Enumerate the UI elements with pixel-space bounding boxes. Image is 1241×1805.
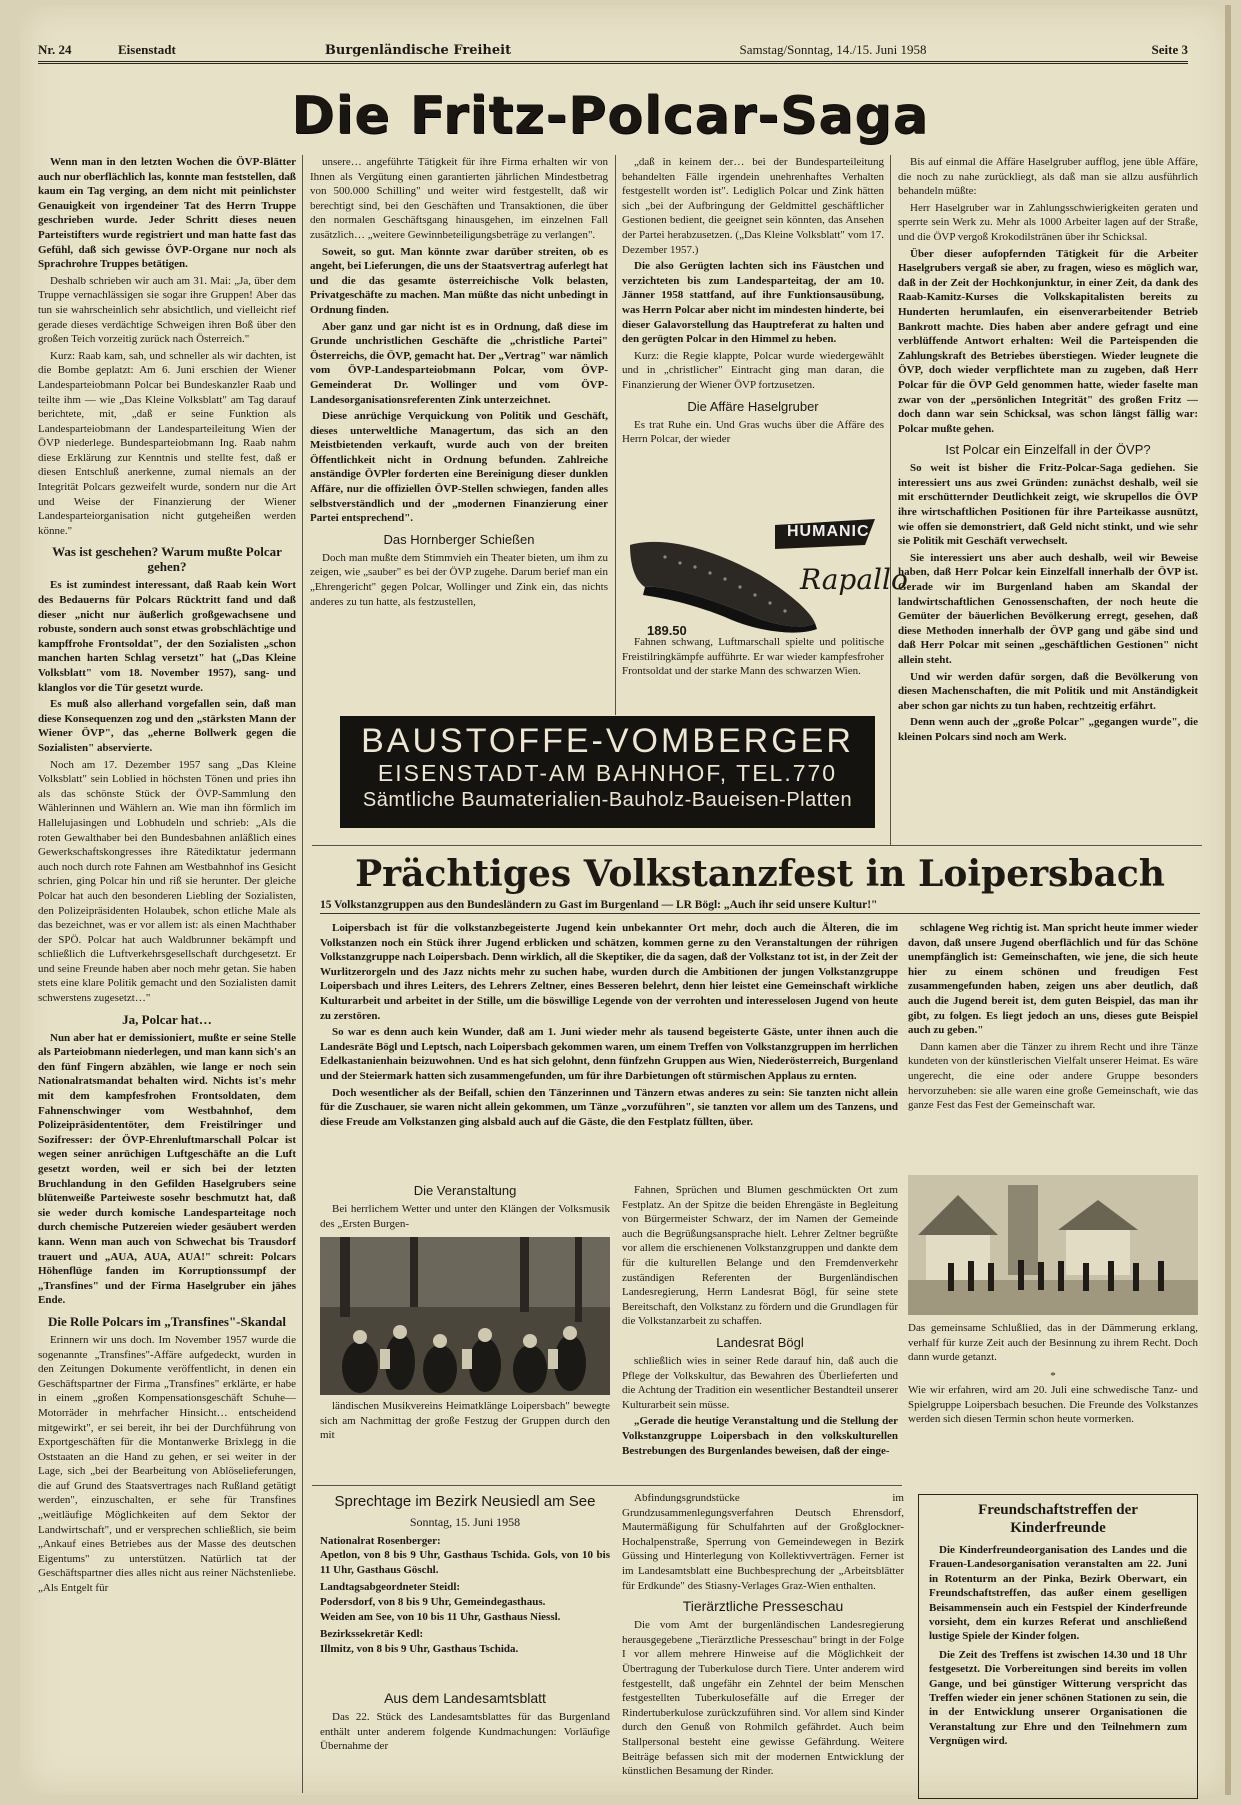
section-rule (312, 845, 1202, 846)
paragraph: Die also Gerügten lachten sich ins Fäustchen und verzichteten bis zum Landesparteitag, der am 10. Jänner 1958 stattfand, auf ihre Funktionsausübung, was Herrn Polcar aber nicht im mindesten hinderte, bei dieser Galavorstellung das Hauptreferat zu halten und den gerügten Polcar in den Himmel zu heben. (622, 260, 884, 346)
paragraph: Wenn man in den letzten Wochen die ÖVP-Blätter auch nur oberflächlich las, konnte man feststellen, daß kaum ein Tag verging, an dem nicht mit peinlichster Genauigkeit von irgendeiner Tat des Herrn Truppe geschrieben wurde. Jeder Schritt dieses neuen Parteistifters wurde registriert und man hatte fast das Gefühl, daß sich gewisse ÖVP-Organe nur noch als Sprachrohre Truppes betätigen. (38, 156, 296, 271)
subheading: Was ist geschehen? Warum mußte Polcar gehen? (52, 544, 282, 575)
article-column-3 (622, 155, 884, 500)
humanic-price: 189.50 (647, 623, 687, 638)
sprechtage-line: Apetlon, von 8 bis 9 Uhr, Gasthaus Tschida. Gols, von 10 bis 11 Uhr, Gasthaus Göschl. (320, 1549, 610, 1576)
paragraph: Herr Haselgruber war in Zahlungsschwierigkeiten geraten und sperrte sein Werk zu. Mehr als 1000 Arbeiter lagen auf der Straße, und die ÖVP vergoß Krokodilstränen über ihr Schicksal. (898, 201, 1198, 243)
paragraph: „daß in keinem der… bei der Bundesparteileitung behandelten Fälle irgendein unehrenhaftes Verhalten festgestellt worden ist". Lediglich Polcar und Zink hätten sich „bei der Aufbringung der Geldmittel geschäftlicher Gestionen bedient, die geeignet sein könnten, das Ansehen der Partei herabzusetzen. („Das Kleine Volksblatt" vom 17. Dezember 1957.) (622, 156, 884, 256)
subheading: Die Affäre Haselgruber (687, 398, 819, 414)
sprechtage-title: Sprechtage im Bezirk Neusiedl am See (334, 1493, 596, 1510)
paragraph: So war es denn auch kein Wunder, daß am 1. Juni wieder mehr als tausend begeisterte Gäste, unter ihnen auch die Landesräte Bögl und Leptsch, nach Loipersbach gekommen waren, um einem Treffen von Volkstanzgruppen im herrlichen Edelkastanienhain beizuwohnen. Und es hat sich gelohnt, denn fünfzehn Gruppen aus Wien, Niederösterreich, Burgenland und der Steiermark hatten sich zusammengefunden, um für ihre Darbietungen oft stürmischen Applaus zu ernten. (320, 1026, 898, 1082)
paragraph: Die Kinderfreundeorganisation des Landes und die Frauen-Landesorganisation veranstalten am 22. Juni in Rotenturm an der Pinka, Bezirk Oberwart, ein Freundschaftstreffen, das außer einem geselligen Beisammensein auch ein Festspiel der Kinderfreunde vorsieht, dem ein kurzes Referat und anschließend lustige Spiele der Kinder folgen. (929, 1544, 1187, 1643)
newspaper-page (20, 5, 1231, 1795)
paragraph: Und wir werden dafür sorgen, daß die Bevölkerung von diesen Machenschaften, die mit Politik und mit Anständigkeit aber schon gar nichts zu tun haben, rechtzeitig erfährt. (898, 670, 1198, 712)
presseschau-column (622, 1491, 904, 1793)
subheading: Das Hornberger Schießen (383, 531, 535, 547)
separator-star: * (1050, 1370, 1056, 1382)
main-headline: Die Fritz-Polcar-Saga (291, 86, 929, 146)
paragraph: Deshalb schrieben wir auch am 31. Mai: „Ja, über dem Truppe vernachlässigen sie sogar ihre Gruppen! Aber das tun sie wahrscheinlich sehr absichtlich, und vielleicht rief gerade dieses verdächtige Schweigen ihren Boß über den großen Teich vorzeitig zurück nach Österreich." (38, 274, 296, 346)
paragraph: Doch wesentlicher als der Beifall, schien den Tänzerinnen und Tänzern etwas anderes zu sein: Sie tanzten nicht allein für die Zuschauer, sie waren nicht allein gekommen, um Tänze „vorzuführen", sie tanzten vor allem um des Tanzens, und diese Freude am Volkstanzen ging alsbald auch auf die Gäste, die den Festplatz füllten, über. (320, 1086, 898, 1128)
landesamtsblatt (320, 1685, 610, 1793)
loipersbach-subtitle: 15 Volkstanzgruppen aus den Bundesländern zu Gast im Burgenland — LR Bögl: „Auch ihr seid unsere Kultur!" (320, 899, 1200, 914)
subheading: Landesrat Bögl (716, 1334, 804, 1350)
paper-name: Burgenländische Freiheit (324, 42, 512, 58)
paragraph: Bei herrlichem Wetter und unter den Klängen der Volksmusik des „Ersten Burgen- (320, 1203, 610, 1230)
humanic-model: Rapallo (800, 563, 908, 596)
loipersbach-lead (320, 921, 898, 1179)
village-procession-icon (908, 1175, 1198, 1315)
page-edge (1225, 5, 1231, 1795)
crowd-photo-icon (320, 1237, 610, 1395)
paragraph: Dann kamen aber die Tänzer zu ihrem Recht und ihre Tänze kundeten von der künstlerischen Vielfalt unserer Heimat. Es wäre ungerecht, die eine oder andere Gruppe besonders hervorzuheben: sie alle waren eine große Gemeinschaft, wie das ganze Fest das Fest der Gemeinschaft war. (908, 1040, 1198, 1112)
paragraph: Soweit, so gut. Man könnte zwar darüber streiten, ob es angeht, bei Lieferungen, die uns der Staatsvertrag auferlegt hat und die das gesamte österreichische Volk belasten, Privatgeschäfte zu machen. Man müßte das nicht unbedingt in Ordnung finden. (310, 245, 608, 316)
sprechtage-line: Illmitz, von 8 bis 9 Uhr, Gasthaus Tschida. (320, 1642, 519, 1655)
presseschau-title: Tierärztliche Presseschau (682, 1598, 844, 1615)
humanic-brand: HUMANIC (787, 523, 870, 540)
kinderfreunde-box (918, 1494, 1198, 1799)
sprechtage-date: Sonntag, 15. Juni 1958 (409, 1515, 521, 1529)
vomberger-name: BAUSTOFFE-VOMBERGER (361, 722, 854, 760)
section-rule (312, 1485, 902, 1486)
paragraph: Sie interessiert uns aber auch deshalb, weil wir Beweise haben, daß Herr Polcar kein Einzelfall innerhalb der ÖVP ist. Gerade wir im Burgenland haben am Skandal der landwirtschaftlichen Genossenschaften, der noch heute die Gemüter der bäuerlichen Bevölkerung erregt, gesehen, daß diese Methoden innerhalb der ÖVP gang und gäbe sind und daß Herr Polcar mit seinen „geschäftlichen Gestionen" nicht allein steht. (898, 551, 1198, 666)
festival-photo (320, 1237, 610, 1395)
paragraph: Loipersbach ist für die volkstanzbegeisterte Jugend kein unbekannter Ort mehr, doch auch die Älteren, die im Volkstanzen noch ein Stück ihrer Jugend erblicken und schätzen, kommen gerne zu den Veranstaltungen der rührigen Volkstanzgruppe nach Loipersbach. Denn wirklich, all die Skeptiker, die da sagen, daß der Volkstanz tot ist, in der Zeit der Wurlitzerorgeln und des Jazz nichts mehr zu suchen habe, wurden durch die Ambitionen der jungen Volkstanzgruppe Loipersbach und ihres Leiters, des Lehrers Zeltner, eines Besseren belehrt, denn hier leistet eine Gemeinschaft wirkliche Kulturarbeit und arbeitet in der Stille, um die böswillige Legende von der verrohten und interesselosen Jugend von heute zu zerstören. (320, 922, 898, 1022)
loipersbach-title: Prächtiges Volkstanzfest in Loipersbach (355, 853, 1165, 895)
city: Eisenstadt (118, 42, 176, 57)
landesamtsblatt-title: Aus dem Landesamtsblatt (384, 1690, 546, 1706)
column-rule (302, 155, 303, 1793)
subheading: Ja, Polcar hat… (122, 1011, 212, 1027)
paragraph: schließlich wies in seiner Rede darauf hin, daß auch die Pflege der Volkskultur, das Bewahren des Überlieferten und die Achtung der Tradition ein wesentlicher Bestandteil unserer Kulturarbeit sein müsse. (622, 1354, 898, 1411)
vomberger-products: Sämtliche Baumaterialien-Bauholz-Baueisen-Platten (362, 789, 853, 811)
paragraph: „Gerade die heutige Veranstaltung und die Stellung der Volkstanzgruppe Loipersbach in den volkskulturellen Bestrebungen des Burgenlandes beweisen, daß der einge- (622, 1415, 898, 1457)
paragraph: Kurz: Raab kam, sah, und schneller als wir dachten, ist die Bombe geplatzt: Am 6. Juni erschien der Wiener Landesparteiobmann Polcar bei Bundeskanzler Raab und teilte ihm — wie „Das Kleine Volksblatt" am Tag darauf berichtete, mit, „daß er seine Funktion als Landesparteiobmann der Landesparteileitung Wien der ÖVP niederlege. Bundesparteiobmann Ing. Raab nahm diese Erklärung zur Kenntnis und stellte fest, daß er diesen Entschluß anerkenne, zumal niemals an der Integrität Polcars gezweifelt wurde, sondern nur die Art und Weise der Finanzierung der Wiener Landesparteiorganisation nicht gutgeheißen werden könne." (38, 349, 296, 537)
paragraph: Die vom Amt der burgenländischen Landesregierung herausgegebene „Tierärztliche Presseschau" bringt in der Folge I vor allem mehrere Hinweise auf die Möglichkeit der Übertragung der Tuberkulose durch Tiere. Unter anderem wird festgestellt, daß ungefähr ein Zehntel der beim Menschen festgestellten Tuberkulosefälle auf die Erreger der Rindertuberkulose zurückzuführen sind. Vor allem sind Kinder durch den Genuß von Rohmilch gefährdet. Auch beim Stallpersonal besteht eine gewisse Gefährdung. Weitere Beiträge befassen sich mit der modernen Entwicklung der künstlichen Besamung der Rinder. (622, 1619, 904, 1778)
article-column-1 (38, 155, 296, 1790)
paragraph: Es trat Ruhe ein. Und Gras wuchs über die Affäre des Herrn Polcar, der wieder (622, 418, 884, 446)
column-rule (615, 155, 616, 715)
humanic-shoe-ad (625, 505, 908, 655)
paragraph: Erinnern wir uns doch. Im November 1957 wurde die sogenannte „Transfines"-Affäre aufgedeckt, wurden in den Zeitungen Dokumente veröffentlicht, in denen ein Geschäftspartner der Firma „Transfines" erklärte, er habe in einem „großen Kompensationsgeschäft Schuhe—Motorräder in mehrfacher Hinsicht… entscheidend mitgewirkt", er sei bereit, ihr bei der Durchführung von Exportgeschäften für die Montanwerke Brixlegg in die Oststaaten an die Hand zu gehen, er sei weiter in der Lage, sich „bei der Bearbeitung von Ablöselieferungen, die auf Grund des Staatsvertrages nach Rußland getätigt werden", einzuschalten, er sehe für Transfines „weitläufige Möglichkeiten auf dem Sektor der Landwirtschaft", und er versprechen schließlich, sie beim „Ankauf eines Betriebes aus der Masse des deutschen Eigentums" zu unterstützen. Natürlich tat der Geschäftspartner dies alles nicht aus reiner Nächstenliebe. „Als Entgelt für (38, 1333, 296, 1595)
paragraph: Bis auf einmal die Affäre Haselgruber aufflog, jene üble Affäre, die noch zu nahe zurückliegt, als daß man sie allzu ausführlich behandeln müßte: (898, 156, 1198, 198)
vomberger-ad (340, 716, 875, 828)
article-column-4 (898, 155, 1198, 840)
paragraph: Denn wenn auch der „große Polcar" „gegangen wurde", die kleinen Polcars sind noch am Werk. (898, 716, 1198, 743)
sprechtage-line: Nationalrat Rosenberger: (320, 1534, 441, 1547)
sprechtage-line: Bezirkssekretär Kedl: (320, 1628, 424, 1641)
vomberger-address: EISENSTADT-AM BAHNHOF, TEL.770 (377, 760, 838, 786)
loipersbach-middle (622, 1183, 898, 1483)
paragraph: Kurz: die Regie klappte, Polcar wurde wiedergewählt und in „christlicher" Eintracht ging man daran, die Finanzierung der Wiener ÖVP fortzusetzen. (622, 349, 884, 391)
paragraph: Das 22. Stück des Landesamtsblattes für das Burgenland enthält unter anderem folgende Kundmachungen: Vorläufige Übernahme der (320, 1711, 610, 1753)
paragraph: Es muß also allerhand vorgefallen sein, daß man diese Konsequenzen zog und den „stärksten Mann der Wiener ÖVP", das „eherne Bollwerk gegen die Sozialisten" abservierte. (38, 698, 296, 754)
veranstaltung-intro (320, 1183, 610, 1239)
paragraph: Über dieser aufopfernden Tätigkeit für die Arbeiter Haselgrubers vergaß sie aber, zu fragen, wieso es möglich war, daß in der Zeit der Hochkonjunktur, in einer Zeit, da dank des Raab-Kamitz-Kurses die Volkskapitalisten bereits zu Hunderten herumlaufen, ein eisenverarbeitender Betrieb Bankrott machte. Dies haben aber andere gefragt und eine verblüffende Antwort erhalten: Weil die Parteispenden die Zahlungskraft des Betriebes überstiegen. Wieder leugnete die ÖVP, doch wieder verpflichtete man zu zugeben, daß Herr Polcar für die ÖVP Geld genommen hatte, wieder faselte man zwar von der „persönlichen Integrität" des großen Fritz — doch dann war sein Schicksal, was schon längst fällig war: Polcar mußte gehen. (898, 247, 1198, 435)
village-photo (908, 1175, 1198, 1315)
paragraph: Fahnen schwang, Luftmarschall spielte und politische Freistilringkämpfe aufführte. Er war wieder kampfesfroher Frontsoldat und der starke Mann des schwarzen Wien. (622, 636, 884, 678)
loipersbach-side (908, 921, 1198, 1171)
page-number: Seite 3 (1151, 42, 1188, 57)
paragraph: Abfindungsgrundstücke im Grundzusammenlegungsverfahren Deutsch Ehrensdorf, Mautermäßigung für Schulfahrten auf der Großglockner-Hochalpenstraße, Sperrung von Gemeindewegen in Bezirk Güssing und Hinterlegung von Kollektivverträgen. Ferner ist im Landesamtsblatt eine Buchbesprechung der „Arbeitsblätter für Erdkunde" des Stiasny-Verlages Graz-Wien enthalten. (622, 1492, 904, 1592)
paragraph: Fahnen, Sprüchen und Blumen geschmückten Ort zum Festplatz. An der Spitze die beiden Ehrengäste in Begleitung von Bürgermeister Schwarz, der im Namen der Gemeinde auch die Begrüßungsansprache hielt. Lehrer Zeltner begrüßte vor allem die erschienenen Volkstanzgruppen und dankte dem für die kulturellen Belange und den Fremdenverkehr zuständigen Referenten der Burgenländischen Landesregierung, Herrn Landesrat Bögl, für seine stete Bereitschaft, den Volkstanz zu fördern und die Grundlagen für die Volkstanzarbeit zu schaffen. (622, 1184, 898, 1328)
sprechtage-line: Weiden am See, von 10 bis 11 Uhr, Gasthaus Niessl. (320, 1610, 561, 1623)
paragraph: Doch man mußte dem Stimmvieh ein Theater bieten, um ihm zu zeigen, wie „sauber" es bei der ÖVP zugehe. Darum berief man ein „Ehrengericht" gegen Polcar, Wollinger und Zink ein, das nichts anderes zu tun hatte, als festzustellen, (310, 551, 608, 608)
article-column-2 (310, 155, 608, 705)
paragraph: unsere… angeführte Tätigkeit für ihre Firma erhalten wir von Ihnen als Vergütung einen garantierten jährlichen Mindestbetrag von 500.000 Schilling" und weiter wird festgestellt, daß wir berechtigt sind, bei den Geschäften und Transaktionen, die über den normalen Geschäftsgang hinausgehen, im einzelnen Fall zusätzlich… „weitere Gewinnbeteiligungsbeträge zu verlangen". (310, 156, 608, 241)
paragraph: Die Zeit des Treffens ist zwischen 14.30 und 18 Uhr festgesetzt. Die Vorbereitungen sind bereits im vollen Gange, und bei günstiger Witterung verspricht das Treffen wieder ein jener schönen Stationen zu sein, die in der Entwicklung unserer Organisationen die Veranstaltung zur Ehre und den Teilnehmern zum Vergnügen wird. (929, 1648, 1187, 1748)
article-column-3-cont (622, 635, 884, 710)
issue-date: Samstag/Sonntag, 14./15. Juni 1958 (739, 42, 927, 57)
photo-caption: Das gemeinsame Schlußlied, das in der Dämmerung erklang, verhalf für kurze Zeit auch der Besinnung zu ihrem Recht. Doch dann wurde getanzt. (908, 1322, 1198, 1364)
paragraph: So weit ist bisher die Fritz-Polcar-Saga gediehen. Sie interessiert uns aus zwei Gründen: zunächst deshalb, weil sie mit erschütternder Deutlichkeit zeigt, wie skrupellos die ÖVP ihre wirtschaftlichen Positionen für ihre Parteikasse ausnützt, wie offen sie demonstriert, daß Geld nicht stinkt, und wie sehr sie Politik mit Geschäft verwechselt. (898, 462, 1198, 548)
paragraph: Nun aber hat er demissioniert, mußte er seine Stelle als Parteiobmann niederlegen, und man kann sich's an den fünf Fingern abzählen, wie lange er noch sein Nationalratsmandat behalten wird. Nichts ist's mehr mit dem kampfesfrohen Frontsoldaten, dem Fahnenschwinger vom Westbahnhof, dem Polizeipräsidententöter, dem Freistilringer und Sozifresser: der ÖVP-Ehrenluftmarschall Polcar ist wegen seiner anrüchigen Luftgeschäfte an die Luft gesetzt worden, weil er sich bei der letzten Bruchlandung in den Gefilden Haselgrubers seine blütenweiße Parteiweste sosehr beschmutzt hat, daß sie weder durch komische Landesparteitage noch durch chemische Putzereien wieder gesäubert werden kann. Wenn man auch von Schwechat bis Trausdorf trauert und „AUA, AUA, AUA!" schreit: Polcars Höhenflüge fanden im Korruptionssumpf der „Transfines" und der Firma Haselgruber ein jähes Ende. (38, 1031, 296, 1307)
paragraph: ländischen Musikvereins Heimatklänge Loipersbach" bewegte sich am Nachmittag der große Festzug der Gruppen durch den mit (320, 1400, 610, 1442)
column-rule (890, 155, 891, 845)
sprechtage-line: Podersdorf, von 8 bis 9 Uhr, Gemeindegasthaus. (320, 1595, 546, 1608)
paragraph: Noch am 17. Dezember 1957 sang „Das Kleine Volksblatt" sein Loblied in höchsten Tönen und pries ihn als das schönste Stück der ÖVP-Sammlung den Wählerinnen und Wählern an. Wie man ihn förmlich im Hallelujasingen und Lobhudeln und schrieb: „Als die roten Gewalthaber bei den Bundesbahnen anläßlich eines Gewerkschaftskongresses ihre Rätediktatur jedermann auch noch durch rote Fahnen am Westbahnhof ins Gesicht schrien, ging Polcar hin und riß sie herunter. Der gleiche Polcar hat auch den besonderen Liebling der Sozialisten, den Polizeipräsidenten Holaubek, schon etliche Male als das bezeichnet, was er vor allem ist: als einen Machthaber der SPÖ. Polcar hat auch Waldbrunner bekämpft und schließlich die Luftverkehrsgesellschaft durchgesetzt. Er und seine Freunde haben aber noch mehr getan. Sie haben stets eine klare Politik gemacht und den Sozialisten damit schwerstens zugesetzt…" (38, 758, 296, 1005)
veranstaltung-cont (320, 1399, 610, 1481)
paragraph: schlagene Weg richtig ist. Man spricht heute immer wieder davon, daß unsere Jugend oberflächlich und für das Schöne unempfänglich ist: Gemeinschaften, wie jene, die sich heute hier zu einem schönen und freudigen Fest zusammengefunden haben, zeigen uns aber deutlich, daß auch die Jugend bereit ist, dem guten Beispiel, das man ihr gibt, zu folgen. Es liegt jedoch an uns, dieses gute Beispiel auch zu geben." (908, 922, 1198, 1037)
sprechtage-box (320, 1491, 610, 1661)
subheading: Die Rolle Polcars im „Transfines"-Skandal (47, 1313, 287, 1329)
kinderfreunde-title: Freundschaftstreffen der Kinderfreunde (978, 1502, 1138, 1536)
paragraph: Wie wir erfahren, wird am 20. Juli eine schwedische Tanz- und Spielgruppe Loipersbach besuchen. Die Freunde des Volkstanzes werden sich diesen Termin schon heute vormerken. (908, 1384, 1198, 1426)
masthead (38, 39, 1188, 64)
issue-number: Nr. 24 (38, 42, 72, 57)
subheading: Die Veranstaltung (413, 1183, 517, 1198)
paragraph: Aber ganz und gar nicht ist es in Ordnung, daß diese im Grunde unchristlichen Geschäfte die „christliche Partei" Österreichs, die ÖVP, gemacht hat. Der „Vertrag" war nämlich vom ÖVP-Landesparteiobmann Polcar, vom ÖVP-Gemeinderat Dr. Wollinger und vom ÖVP-Landesorganisationsreferenten Zink unterzeichnet. (310, 320, 608, 406)
subheading: Ist Polcar ein Einzelfall in der ÖVP? (945, 442, 1151, 458)
paragraph: Diese anrüchige Verquickung von Politik und Geschäft, dieses unterweltliche Managertum, das sich an den Meistbietenden verkauft, wurde auch von der breiten Öffentlichkeit nicht in Ordnung befunden. Zahlreiche anständige ÖVPler forderten eine Bereinigung dieser dunklen Affäre, nur die offiziellen ÖVP-Stellen schwiegen, fanden alles selbstverständlich und der „modernen Finanzierung einer Partei entsprechend". (310, 410, 608, 525)
sprechtage-line: Landtagsabgeordneter Steidl: (320, 1581, 461, 1594)
paragraph: Es ist zumindest interessant, daß Raab kein Wort des Bedauerns für Polcars Rücktritt fand und daß dieser „nicht nur äußerlich großgewachsene und robuste, sondern auch sonst etwas grobschlächtige und kampffrohe Frontsoldat", der den Sozialisten „schon manchen harten Schlag versetzt" hat („Das Kleine Volksblatt" vom 18. November 1957), sang- und klanglos vor die Tür gesetzt wurde. (38, 579, 296, 694)
